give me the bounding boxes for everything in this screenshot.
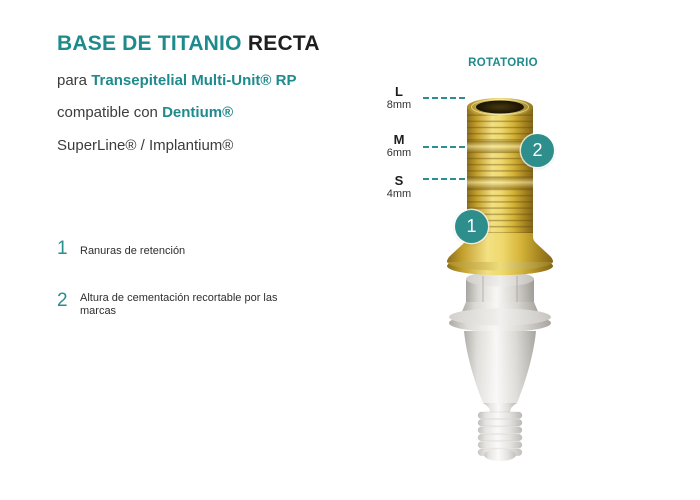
size-s-code: S — [394, 173, 404, 188]
orientation-label: ROTATORIO — [468, 57, 538, 69]
page-title — [57, 31, 320, 57]
subtitle-compatible — [57, 103, 233, 123]
callout-badge-2: 2 — [521, 134, 554, 167]
size-marker-s — [380, 174, 418, 201]
size-l-value: 8mm — [386, 99, 412, 111]
size-m-value: 6mm — [386, 147, 412, 159]
page-title-suffix: RECTA — [247, 32, 320, 55]
subtitle-for — [57, 71, 296, 91]
legend-1-text: Ranuras de retención — [80, 245, 186, 257]
legend-2-text: Altura de cementación recortable por las marcas — [80, 292, 278, 317]
titanium-base-gold-section — [447, 98, 553, 275]
subtitle-for-product: Transepitelial Multi-Unit® RP — [91, 72, 297, 89]
size-marker-m — [380, 133, 418, 160]
size-m-code: M — [393, 132, 405, 147]
subtitle-compatible-prefix: compatible con — [57, 104, 158, 121]
size-l-code: L — [395, 84, 403, 99]
page-title-main: BASE DE TITANIO — [57, 32, 242, 55]
callout-badge-1: 1 — [455, 210, 488, 243]
top-opening-hole — [476, 101, 524, 114]
legend-2-number: 2 — [57, 290, 68, 311]
legend-1-number: 1 — [57, 238, 68, 259]
size-marker-l — [380, 85, 418, 112]
implant-silver-section — [449, 272, 551, 462]
product-figure — [380, 55, 670, 495]
size-s-value: 4mm — [386, 188, 412, 200]
subtitle-systems: SuperLine® / Implantium® — [57, 137, 234, 154]
subtitle-compatible-brand: Dentium® — [162, 104, 234, 121]
subtitle-for-prefix: para — [57, 72, 88, 89]
abutment-illustration — [430, 85, 580, 475]
